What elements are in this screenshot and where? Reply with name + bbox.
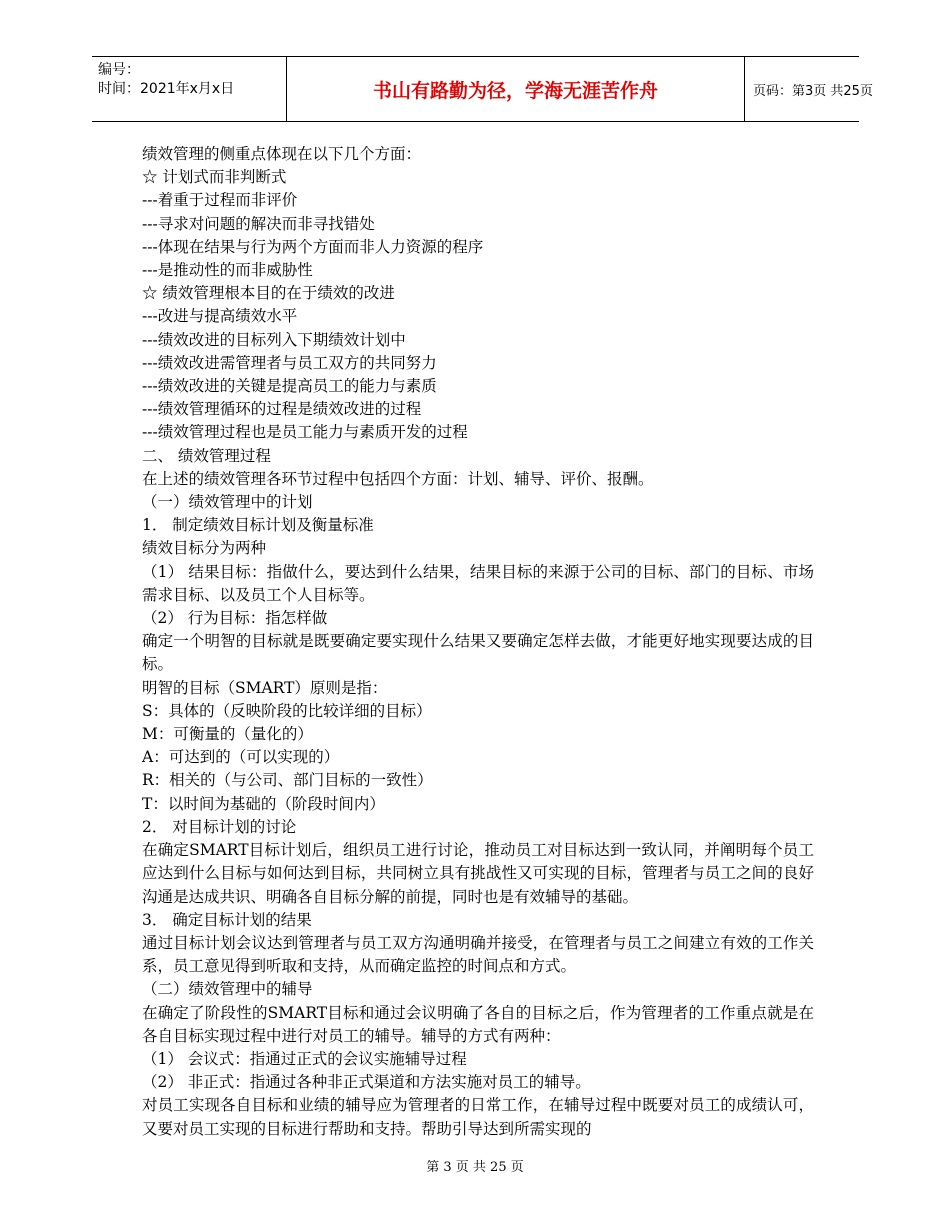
text-line: ---绩效改进的关键是提高员工的能力与素质	[142, 377, 437, 396]
paragraph: 在确定了阶段性的SMART目标和通过会议明确了各自的目标之后，作为管理者的工作重点就是在各自目标实现过程中进行对员工的辅导。辅导的方式有两种：	[142, 1003, 814, 1045]
text-line: ☆ 绩效管理根本目的在于绩效的改进	[142, 284, 395, 303]
text-line: ---绩效管理过程也是员工能力与素质开发的过程	[142, 423, 468, 442]
paragraph: 确定一个明智的目标就是既要确定要实现什么结果又要确定怎样去做，才能更好地实现要达成的目标。	[142, 632, 814, 674]
text-line: 在上述的绩效管理各环节过程中包括四个方面：计划、辅导、评价、报酬。	[142, 469, 654, 488]
header-page-cell	[745, 57, 873, 121]
text-line: M：可衡量的（量化的）	[142, 725, 313, 744]
subsection-heading: （二）绩效管理中的辅导	[142, 980, 313, 999]
text-line: S：具体的（反映阶段的比较详细的目标）	[142, 701, 432, 720]
header-meta	[92, 57, 287, 121]
text-line: ☆ 计划式而非判断式	[142, 168, 287, 187]
section-heading: 二、 绩效管理过程	[142, 446, 271, 465]
page-header	[92, 56, 873, 122]
paragraph: 在确定SMART目标计划后，组织员工进行讨论，推动员工对目标达到一致认同，并阐明每个员工应达到什么目标与如何达到目标，共同树立具有挑战性又可实现的目标，管理者与员工之间的良好沟通是达成共识、明确各自目标分解的前提，同时也是有效辅导的基础。	[142, 841, 814, 906]
text-line: （2） 非正式：指通过各种非正式渠道和方法实施对员工的辅导。	[142, 1073, 591, 1092]
text-line: ---绩效改进的目标列入下期绩效计划中	[142, 330, 406, 349]
text-line: ---体现在结果与行为两个方面而非人力资源的程序	[142, 237, 484, 256]
text-line: （2） 行为目标：指怎样做	[142, 609, 328, 628]
serial-label: 编号：	[98, 62, 140, 78]
text-line: T：以时间为基础的（阶段时间内）	[142, 794, 385, 813]
text-line: 1． 制定绩效目标计划及衡量标准	[142, 516, 374, 535]
text-line: ---绩效改进需管理者与员工双方的共同努力	[142, 353, 437, 372]
text-line: ---是推动性的而非威胁性	[142, 261, 313, 280]
document-body	[142, 143, 814, 1141]
text-line: ---绩效管理循环的过程是绩效改进的过程	[142, 400, 422, 419]
text-line: 明智的目标（SMART）原则是指：	[142, 678, 388, 697]
paragraph: （1） 结果目标：指做什么，要达到什么结果，结果目标的来源于公司的目标、部门的目标、市场需求目标、以及员工个人目标等。	[142, 562, 814, 604]
paragraph: 通过目标计划会议达到管理者与员工双方沟通明确并接受，在管理者与员工之间建立有效的工作关系，员工意见得到听取和支持，从而确定监控的时间点和方式。	[142, 933, 814, 976]
text-line: A：可达到的（可以实现的）	[142, 748, 340, 767]
text-line: ---着重于过程而非评价	[142, 191, 298, 210]
text-line: （1） 会议式：指通过正式的会议实施辅导过程	[142, 1049, 467, 1068]
header-motto-cell	[287, 57, 745, 121]
text-line: 绩效目标分为两种	[142, 539, 267, 558]
text-line: ---改进与提高绩效水平	[142, 307, 298, 326]
text-line: R：相关的（与公司、部门目标的一致性）	[142, 771, 433, 790]
motto: 书山有路勤为径，学海无涯苦作舟	[372, 79, 658, 102]
time-label: 时间：2021年x月x日	[98, 81, 235, 97]
page-footer: 第 3 页 共 25 页	[426, 1160, 524, 1175]
subsection-heading: （一）绩效管理中的计划	[142, 493, 313, 512]
text-line: ---寻求对问题的解决而非寻找错处	[142, 214, 375, 233]
text-line: 3． 确定目标计划的结果	[142, 910, 312, 929]
text-line: 绩效管理的侧重点体现在以下几个方面：	[142, 145, 422, 163]
text-line: 2． 对目标计划的讨论	[142, 817, 297, 836]
page-info: 页码：第3页 共25页	[753, 83, 873, 99]
paragraph: 对员工实现各自目标和业绩的辅导应为管理者的日常工作，在辅导过程中既要对员工的成绩认可，又要对员工实现的目标进行帮助和支持。帮助引导达到所需实现的	[142, 1096, 814, 1138]
